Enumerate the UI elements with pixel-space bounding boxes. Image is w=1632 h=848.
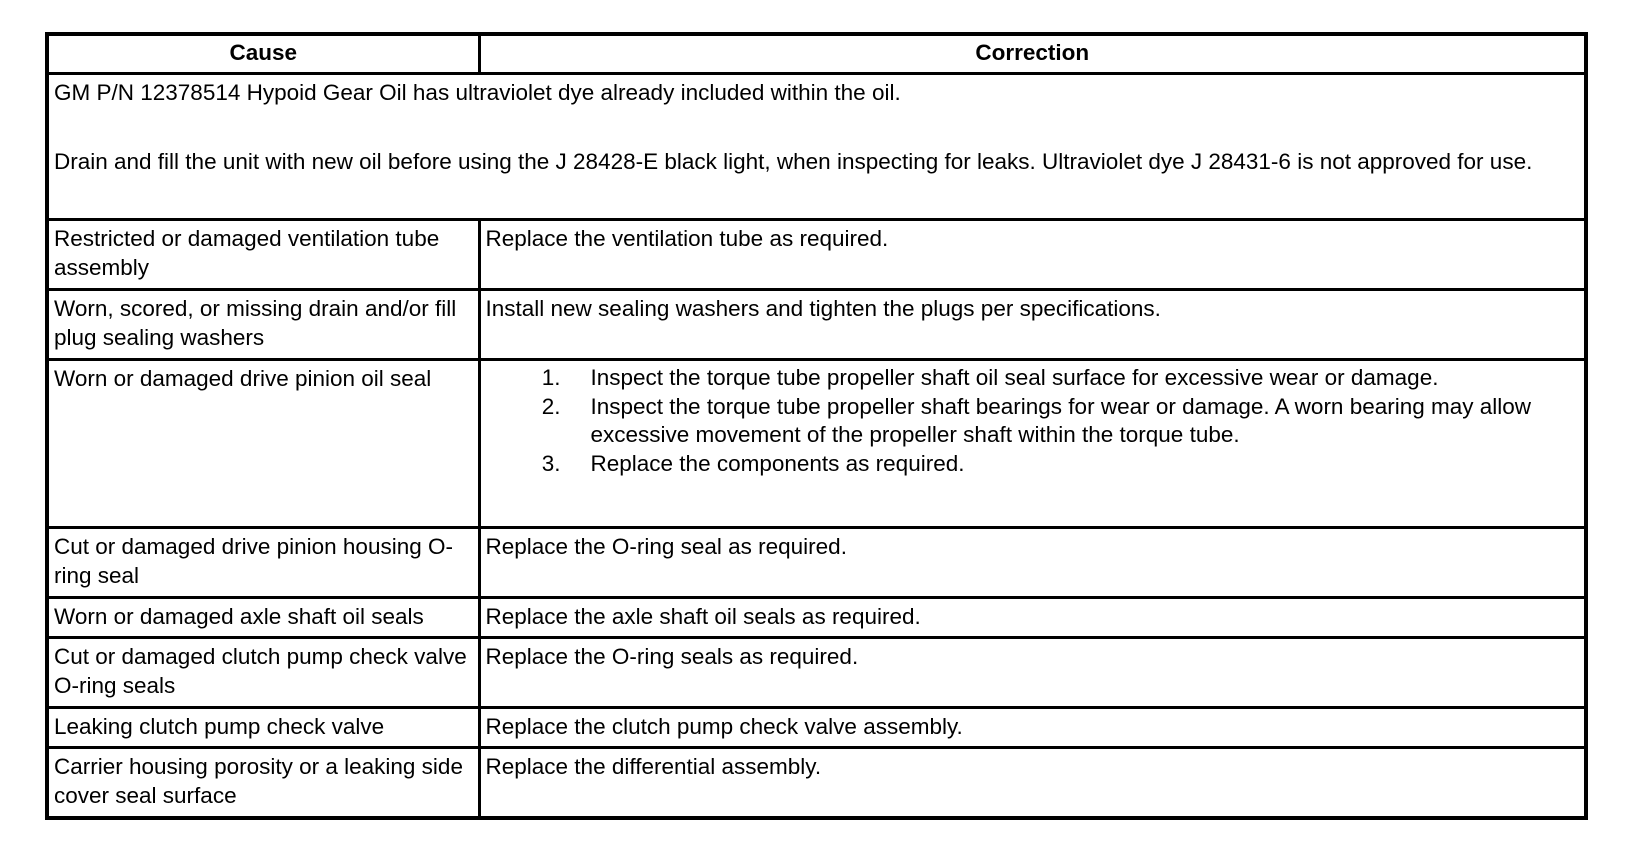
step-text: Inspect the torque tube propeller shaft bearings for wear or damage. A worn bearing may allow excessive movement of the propeller shaft within the torque tube. [590,393,1532,447]
correction-cell: Replace the O-ring seal as required. [479,528,1586,598]
cause-cell: Restricted or damaged ventilation tube assembly [47,220,479,290]
cause-cell: Worn or damaged axle shaft oil seals [47,598,479,638]
cause-cell: Cut or damaged drive pinion housing O-ring seal [47,528,479,598]
correction-cell: Replace the axle shaft oil seals as required. [479,598,1586,638]
step-number: 2. [541,393,561,419]
correction-cell: Install new sealing washers and tighten the plugs per specifications. [479,290,1586,360]
correction-cell [479,360,1586,528]
cause-cell: Carrier housing porosity or a leaking side cover seal surface [47,748,479,819]
cause-cell: Cut or damaged clutch pump check valve O-ring seals [47,638,479,708]
correction-cell: Replace the differential assembly. [479,748,1586,819]
table-row [47,708,1586,748]
step-text: Inspect the torque tube propeller shaft oil seal surface for excessive wear or damage. [590,365,1439,390]
list-item [486,450,1580,479]
table-row [47,748,1586,819]
correction-cell: Replace the clutch pump check valve assembly. [479,708,1586,748]
header-cause: Cause [47,34,479,74]
cause-cell: Leaking clutch pump check valve [47,708,479,748]
table-row [47,290,1586,360]
table-row [47,220,1586,290]
table-row [47,638,1586,708]
diagnostic-table [45,32,1588,820]
cause-cell: Worn or damaged drive pinion oil seal [47,360,479,528]
step-number: 1. [541,365,561,390]
note-line-2: Drain and fill the unit with new oil before using the J 28428-E black light, when inspecting for leaks. Ultraviolet dye J 28431-6 is not approved for use. [54,149,1533,174]
table-row [47,598,1586,638]
note-line-1: GM P/N 12378514 Hypoid Gear Oil has ultraviolet dye already included within the oil. [54,80,901,105]
correction-cell: Replace the O-ring seals as required. [479,638,1586,708]
note-cell [47,74,1586,220]
note-row [47,74,1586,220]
list-item [486,364,1580,393]
list-item [486,393,1580,450]
table-row [47,528,1586,598]
step-number: 3. [541,450,561,476]
step-text: Replace the components as required. [590,450,965,476]
cause-cell: Worn, scored, or missing drain and/or fill plug sealing washers [47,290,479,360]
header-correction: Correction [479,34,1586,74]
correction-steps-list [486,364,1580,478]
correction-cell: Replace the ventilation tube as required. [479,220,1586,290]
header-row [47,34,1586,74]
table-row [47,360,1586,528]
